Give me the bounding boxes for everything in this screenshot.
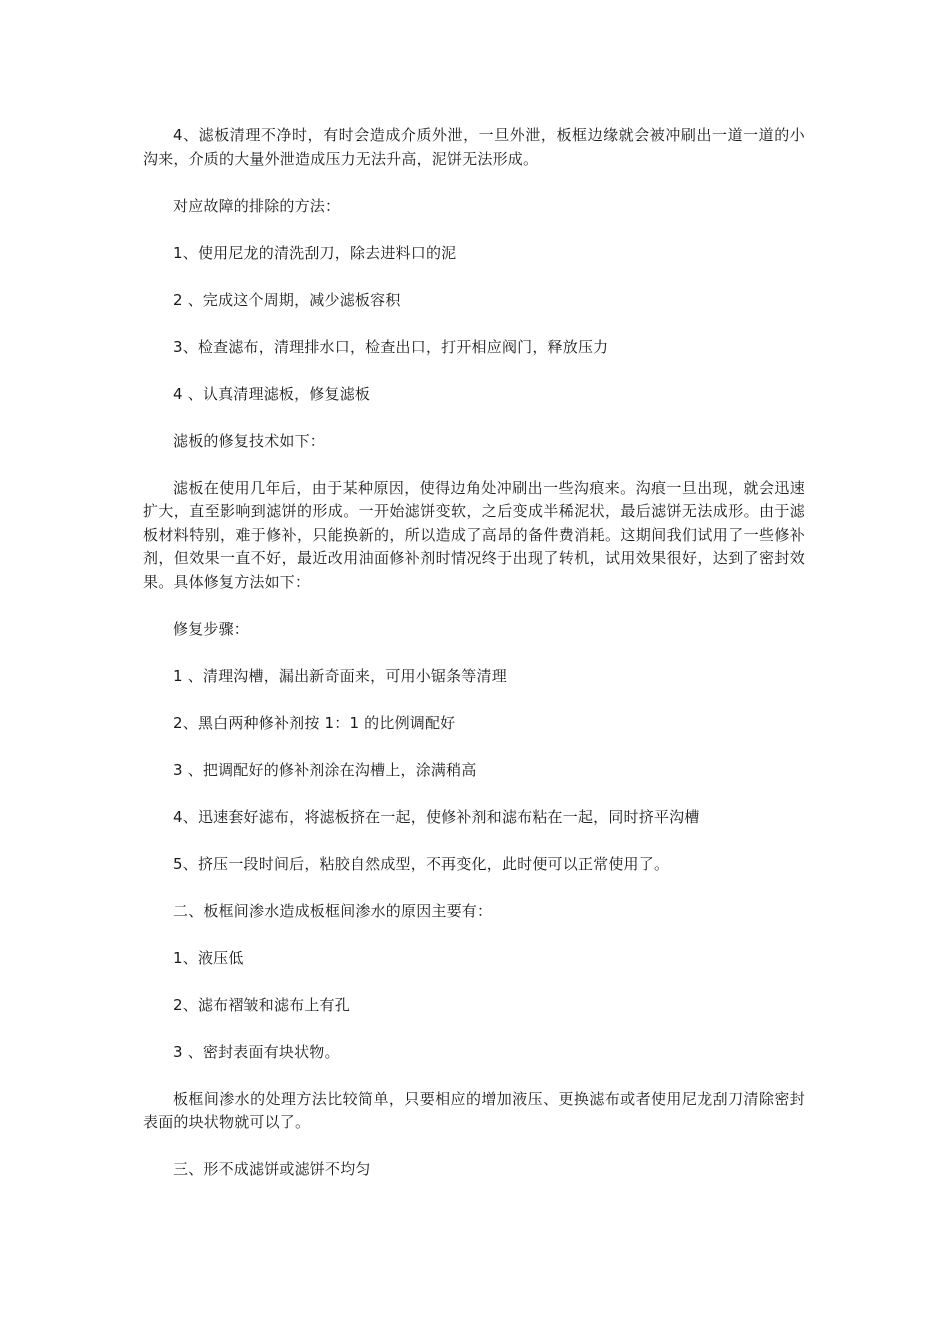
- list-item-remedy-4: 4 、认真清理滤板，修复滤板: [173, 384, 371, 403]
- list-item-step-4: 4、迅速套好滤布，将滤板挤在一起，使修补剂和滤布粘在一起，同时挤平沟槽: [173, 807, 700, 826]
- list-item-step-2: 2、黑白两种修补剂按 1：1 的比例调配好: [173, 713, 456, 732]
- paragraph-repair-heading: 滤板的修复技术如下：: [173, 431, 326, 450]
- paragraph-repair-description: 滤板在使用几年后，由于某种原因，使得边角处冲刷出一些沟痕来。沟痕一旦出现，就会迅速扩大，直至影响到滤饼的形成。一开始滤饼变软，之后变成半稀泥状，最后滤饼无法成形。由于滤板材料特别，难于修补，只能换新的，所以造成了高昂的备件费消耗。这期间我们试用了一些修补剂，但效果一直不好，最近改用油面修补剂时情况终于出现了转机，试用效果很好，达到了密封效果。具体修复方法如下：: [143, 478, 805, 591]
- paragraph-repair-steps-heading: 修复步骤：: [173, 619, 250, 638]
- section-heading-seepage: 二、板框间渗水造成板框间渗水的原因主要有：: [173, 901, 493, 920]
- paragraph-remedy-heading: 对应故障的排除的方法：: [173, 196, 341, 215]
- list-item-seepage-cause-3: 3 、密封表面有块状物。: [173, 1042, 340, 1061]
- paragraph-leak-cause-4: 4、滤板清理不净时，有时会造成介质外泄，一旦外泄，板框边缘就会被冲刷出一道一道的小沟来，介质的大量外泄造成压力无法升高，泥饼无法形成。: [143, 126, 805, 168]
- list-item-step-5: 5、挤压一段时间后，粘胶自然成型，不再变化，此时便可以正常使用了。: [173, 854, 670, 873]
- list-item-seepage-cause-1: 1、液压低: [173, 948, 244, 967]
- section-heading-filter-cake: 三、形不成滤饼或滤饼不均匀: [173, 1160, 371, 1178]
- document-body: [143, 124, 805, 1205]
- list-item-remedy-2: 2 、完成这个周期，减少滤板容积: [173, 290, 401, 309]
- list-item-step-3: 3 、把调配好的修补剂涂在沟槽上，涂满稍高: [173, 760, 477, 779]
- list-item-remedy-3: 3、检查滤布，清理排水口，检查出口，打开相应阀门，释放压力: [173, 337, 609, 356]
- list-item-remedy-1: 1、使用尼龙的清洗刮刀，除去进料口的泥: [173, 243, 457, 262]
- list-item-seepage-cause-2: 2、滤布褶皱和滤布上有孔: [173, 995, 350, 1014]
- list-item-step-1: 1 、清理沟槽，漏出新奇面来，可用小锯条等清理: [173, 666, 507, 685]
- paragraph-seepage-solution: 板框间渗水的处理方法比较简单，只要相应的增加液压、更换滤布或者使用尼龙刮刀清除密封表面的块状物就可以了。: [143, 1089, 805, 1131]
